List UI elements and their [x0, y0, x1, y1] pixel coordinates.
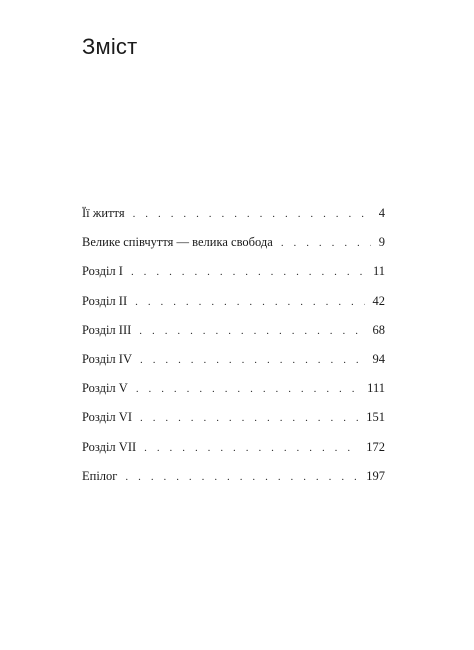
dot-leader: [140, 346, 365, 375]
toc-entry-page-number: 111: [367, 381, 385, 396]
toc-entry-title: Розділ VI: [82, 410, 132, 425]
toc-entry-title: Велике співчуття — велика свобода: [82, 235, 273, 250]
dot-leader: [135, 288, 364, 317]
toc-entry[interactable]: [82, 257, 385, 286]
dot-leader: [133, 200, 371, 229]
dot-leader: [125, 463, 358, 492]
toc-entry-title: Розділ IV: [82, 351, 132, 366]
toc-entry-page-number: 151: [366, 410, 385, 425]
toc-entry-title: Її життя: [82, 206, 125, 220]
toc-entry[interactable]: [82, 228, 385, 257]
toc-entry[interactable]: [82, 199, 385, 228]
toc-entry-page-number: 197: [366, 468, 385, 483]
toc-entry[interactable]: [82, 403, 385, 432]
toc-entry[interactable]: [82, 374, 385, 403]
toc-entry-title: Розділ I: [82, 264, 123, 279]
dot-leader: [140, 404, 358, 433]
dot-leader: [139, 317, 364, 346]
table-of-contents: [82, 199, 385, 491]
toc-entry-page-number: 68: [372, 322, 385, 337]
toc-entry-title: Розділ II: [82, 293, 128, 308]
toc-entry-page-number: 9: [378, 235, 385, 250]
toc-entry[interactable]: [82, 316, 385, 345]
dot-leader: [136, 375, 359, 404]
toc-entry-page-number: 11: [372, 264, 385, 279]
dot-leader: [144, 434, 358, 463]
toc-entry-page-number: 172: [366, 439, 385, 454]
page-title: Зміст: [82, 34, 138, 59]
dot-leader: [281, 229, 371, 258]
toc-entry-page-number: 4: [378, 206, 385, 220]
toc-entry-page-number: 42: [372, 293, 385, 308]
toc-entry-title: Розділ V: [82, 381, 128, 396]
toc-entry-page-number: 94: [372, 351, 385, 366]
toc-entry[interactable]: [82, 287, 385, 316]
toc-entry[interactable]: [82, 345, 385, 374]
toc-entry[interactable]: [82, 433, 385, 462]
dot-leader: [131, 258, 365, 287]
toc-entry-title: Розділ III: [82, 322, 132, 337]
toc-entry-title: Розділ VII: [82, 439, 137, 454]
toc-entry[interactable]: [82, 462, 385, 491]
toc-entry-title: Епілог: [82, 468, 118, 483]
